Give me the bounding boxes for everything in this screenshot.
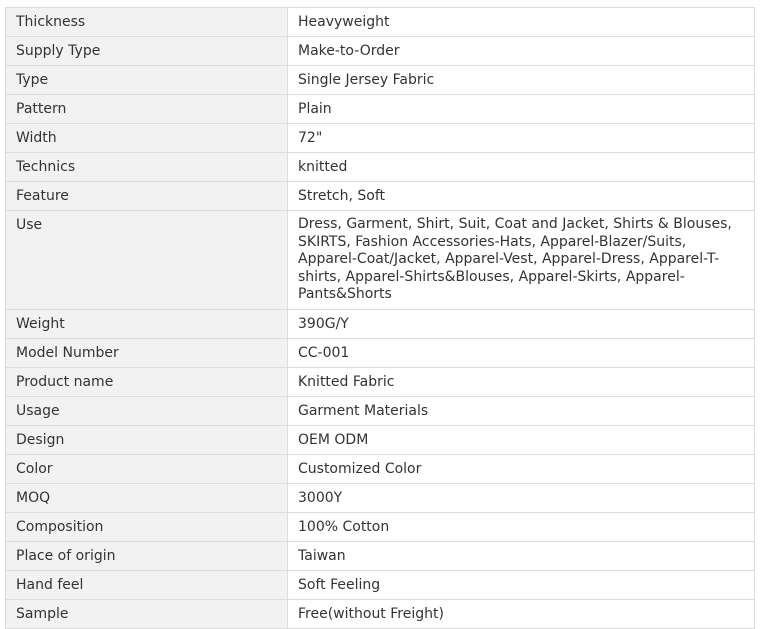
table-row xyxy=(6,454,755,483)
table-row xyxy=(6,483,755,512)
spec-label: Design xyxy=(6,425,288,454)
table-row xyxy=(6,153,755,182)
spec-label: Usage xyxy=(6,396,288,425)
spec-value: Heavyweight xyxy=(288,8,755,37)
spec-value: OEM ODM xyxy=(288,425,755,454)
spec-label: Place of origin xyxy=(6,541,288,570)
spec-value: knitted xyxy=(288,153,755,182)
spec-value: 100% Cotton xyxy=(288,512,755,541)
table-row xyxy=(6,37,755,66)
spec-value: Dress, Garment, Shirt, Suit, Coat and Jacket, Shirts & Blouses, SKIRTS, Fashion Accessories-Hats, Apparel-Blazer/Suits, Apparel-Coat/Jacket, Apparel-Vest, Apparel-Dress, Apparel-T-shirts, Apparel-Shirts&Blouses, Apparel-Skirts, Apparel-Pants&Shorts xyxy=(288,211,755,310)
spec-value: Plain xyxy=(288,95,755,124)
spec-label: Supply Type xyxy=(6,37,288,66)
spec-value: Stretch, Soft xyxy=(288,182,755,211)
spec-value: Single Jersey Fabric xyxy=(288,66,755,95)
table-row xyxy=(6,512,755,541)
table-row xyxy=(6,541,755,570)
table-row xyxy=(6,338,755,367)
table-row xyxy=(6,182,755,211)
spec-value: 390G/Y xyxy=(288,309,755,338)
spec-label: Model Number xyxy=(6,338,288,367)
spec-label: Type xyxy=(6,66,288,95)
spec-value: Customized Color xyxy=(288,454,755,483)
spec-label: Pattern xyxy=(6,95,288,124)
spec-value: 3000Y xyxy=(288,483,755,512)
spec-label: Product name xyxy=(6,367,288,396)
spec-label: Color xyxy=(6,454,288,483)
table-row xyxy=(6,367,755,396)
table-row xyxy=(6,66,755,95)
table-row xyxy=(6,425,755,454)
spec-label: MOQ xyxy=(6,483,288,512)
spec-value: 72" xyxy=(288,124,755,153)
spec-value: Taiwan xyxy=(288,541,755,570)
spec-label: Weight xyxy=(6,309,288,338)
spec-value: Make-to-Order xyxy=(288,37,755,66)
table-row xyxy=(6,95,755,124)
table-row xyxy=(6,599,755,628)
product-spec-table xyxy=(5,7,755,629)
spec-label: Feature xyxy=(6,182,288,211)
spec-label: Technics xyxy=(6,153,288,182)
spec-label: Sample xyxy=(6,599,288,628)
table-row xyxy=(6,211,755,310)
spec-label: Use xyxy=(6,211,288,310)
table-row xyxy=(6,309,755,338)
spec-label: Composition xyxy=(6,512,288,541)
spec-value: CC-001 xyxy=(288,338,755,367)
spec-value: Garment Materials xyxy=(288,396,755,425)
table-row xyxy=(6,570,755,599)
spec-value: Soft Feeling xyxy=(288,570,755,599)
spec-label: Thickness xyxy=(6,8,288,37)
spec-label: Hand feel xyxy=(6,570,288,599)
table-row xyxy=(6,8,755,37)
spec-value: Free(without Freight) xyxy=(288,599,755,628)
spec-label: Width xyxy=(6,124,288,153)
table-row xyxy=(6,396,755,425)
table-row xyxy=(6,124,755,153)
spec-value: Knitted Fabric xyxy=(288,367,755,396)
